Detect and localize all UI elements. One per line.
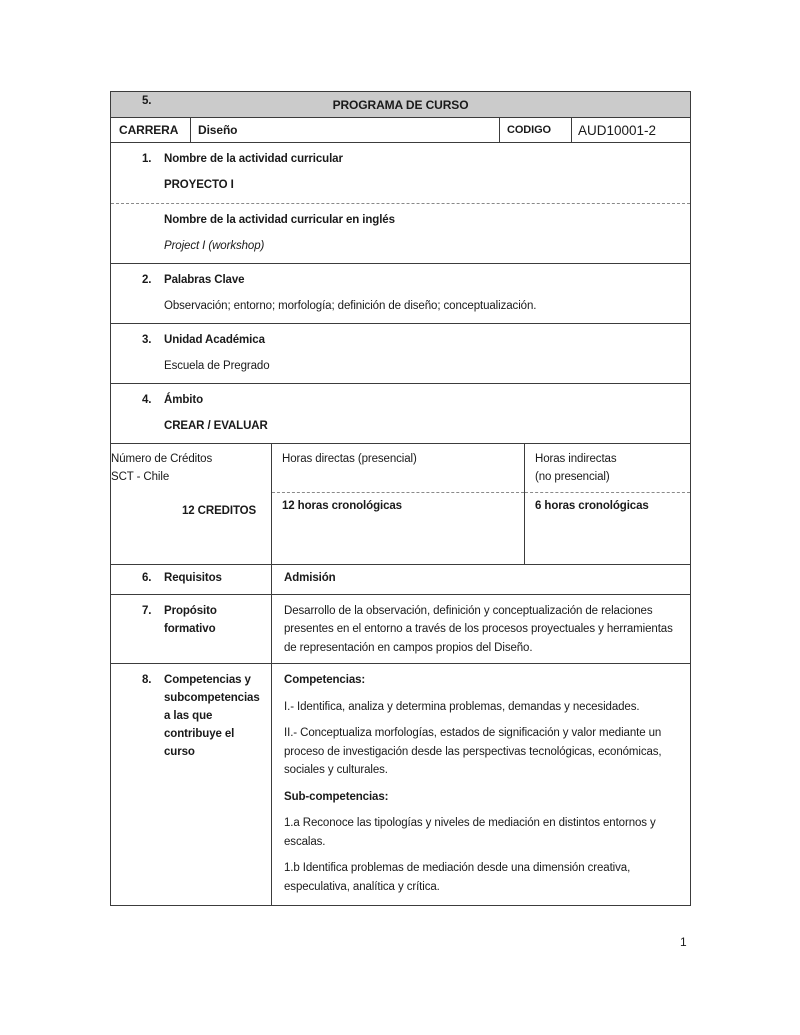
row-proposito (111, 594, 690, 664)
item-label: Unidad Académica (164, 334, 265, 346)
table-title: PROGRAMA DE CURSO (332, 97, 469, 112)
item-label: Requisitos (164, 572, 222, 584)
item-number: 8. (142, 674, 152, 686)
item-number: 7. (142, 604, 152, 617)
codigo-value: AUD10001-2 (571, 118, 690, 142)
creditos-value: 12 CREDITOS (182, 505, 257, 517)
item-label: Palabras Clave (164, 274, 245, 286)
horas-directas-value: 12 horas cronológicas (282, 500, 402, 512)
item-number: 6. (142, 572, 152, 584)
requisitos-value: Admisión (284, 572, 336, 584)
item-value-en: Project I (workshop) (164, 240, 265, 252)
subcompetencia-1: 1.a Reconoce las tipologías y niveles de mediación en distintos entornos y escalas. (284, 817, 656, 848)
item-label: Propósito formativo (164, 604, 217, 635)
item-number: 4. (142, 394, 152, 406)
item-value: PROYECTO I (164, 179, 234, 191)
carrera-label: CARRERA (119, 123, 179, 137)
item-number: 3. (142, 334, 152, 346)
horas-indirectas-label-line2: (no presencial) (535, 471, 610, 483)
item-label: Nombre de la actividad curricular (164, 153, 343, 165)
row-palabras-clave (111, 263, 690, 323)
item-value: CREAR / EVALUAR (164, 420, 268, 432)
item-label-line1: Número de Créditos (111, 453, 213, 465)
competencia-1: I.- Identifica, analiza y determina problemas, demandas y necesidades. (284, 700, 640, 713)
subcompetencias-heading: Sub-competencias: (284, 790, 389, 803)
nombre-actividad-en (111, 204, 690, 263)
carrera-row (111, 117, 690, 142)
horas-directas-cell (271, 444, 524, 564)
page-number: 1 (680, 935, 687, 949)
codigo-label: CODIGO (499, 118, 571, 142)
competencia-2: II.- Conceptualiza morfologías, estados de significación y valor mediante un proceso de investigación desde las perspectivas tecnológicas, económicas, sociales y culturales. (284, 727, 662, 776)
subcompetencia-2: 1.b Identifica problemas de mediación desde una dimensión creativa, especulativa, analítica y crítica. (284, 862, 631, 893)
item-number: 5. (142, 95, 152, 107)
carrera-value: Diseño (190, 118, 499, 142)
item-label: Competencias y subcompetencias a las que contribuye el curso (164, 674, 260, 758)
nombre-actividad-es (111, 143, 690, 203)
item-label: Ámbito (164, 394, 204, 406)
horas-indirectas-value: 6 horas cronológicas (535, 500, 649, 512)
horas-directas-label: Horas directas (presencial) (282, 453, 417, 465)
row-nombre-actividad (111, 142, 690, 263)
item-value: Observación; entorno; morfología; definición de diseño; conceptualización. (164, 300, 537, 312)
competencias-heading: Competencias: (284, 674, 366, 686)
proposito-value: Desarrollo de la observación, definición y conceptualización de relaciones presentes en el entorno a través de los procesos proyectuales y herramientas de representación en campos propios del Diseño. (284, 604, 673, 654)
row-competencias (111, 663, 690, 905)
item-number: 1. (142, 153, 152, 165)
item-label-line2: SCT - Chile (111, 471, 170, 483)
horas-indirectas-cell (524, 444, 690, 564)
row-ambito (111, 383, 690, 443)
row-unidad-academica (111, 323, 690, 383)
horas-indirectas-label-line1: Horas indirectas (535, 453, 617, 465)
item-number: 2. (142, 274, 152, 286)
course-program-table (110, 91, 691, 906)
table-title-row (111, 92, 690, 117)
item-label-en: Nombre de la actividad curricular en inglés (164, 214, 395, 226)
item-value: Escuela de Pregrado (164, 360, 270, 372)
row-requisitos (111, 564, 690, 594)
